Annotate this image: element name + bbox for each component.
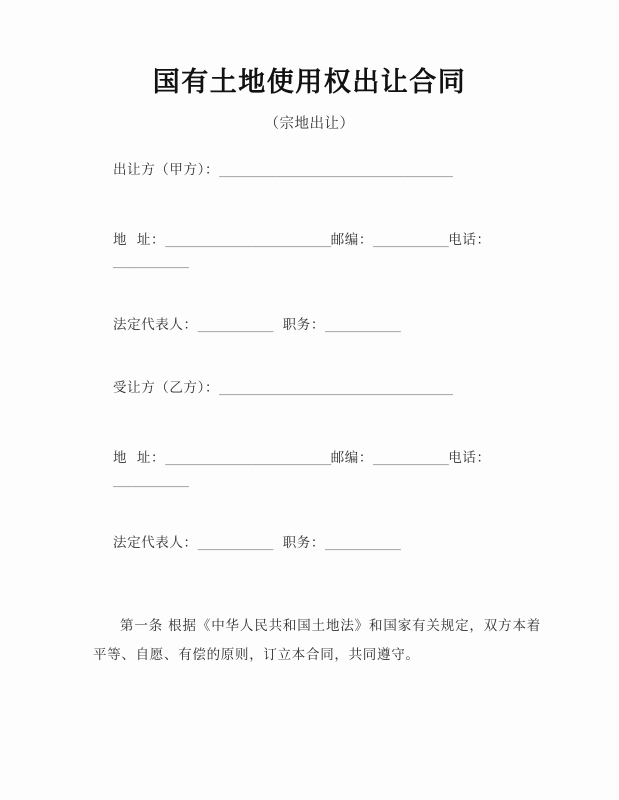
field-grantee-blank[interactable]: _______________________________ bbox=[219, 380, 453, 397]
contract-form-fields bbox=[93, 160, 545, 555]
clause-article-one-number: 第一条 bbox=[120, 618, 164, 634]
page-title: 国有土地使用权出让合同 bbox=[152, 67, 467, 98]
field-grantor-representative bbox=[93, 315, 545, 337]
field-grantee-representative bbox=[93, 533, 545, 555]
field-grantor-postcode-blank[interactable]: __________ bbox=[373, 231, 449, 248]
field-grantor-title-label: 职务： bbox=[282, 316, 325, 333]
field-grantee-postcode-label: 邮编： bbox=[330, 449, 374, 466]
field-grantor-address-label: 地 址： bbox=[113, 231, 166, 248]
clause-article-one bbox=[93, 612, 541, 670]
field-grantee bbox=[93, 378, 545, 400]
spacer bbox=[93, 400, 545, 448]
spacer bbox=[93, 273, 545, 315]
field-grantee-address-label: 地 址： bbox=[113, 449, 166, 466]
spacer bbox=[93, 491, 545, 533]
clauses-section bbox=[93, 612, 541, 670]
field-grantor-rep-label: 法定代表人： bbox=[113, 316, 198, 333]
field-grantee-phone-label: 电话： bbox=[448, 449, 491, 466]
spacer bbox=[93, 336, 545, 378]
field-grantee-address-blank[interactable]: ______________________ bbox=[165, 449, 331, 466]
page-subtitle: （宗地出让） bbox=[264, 115, 355, 132]
field-grantor-title-blank[interactable]: __________ bbox=[325, 316, 401, 333]
field-grantee-phone-blank[interactable]: __________ bbox=[113, 471, 189, 488]
field-grantor-rep-blank[interactable]: __________ bbox=[197, 316, 273, 333]
clause-article-one-text: 根据《中华人民共和国土地法》和国家有关规定，双方本着平等、自愿、有偿的原则，订立本合同，共同遵守。 bbox=[93, 618, 541, 664]
field-grantee-rep-blank[interactable]: __________ bbox=[197, 535, 273, 552]
field-grantor-phone-label: 电话： bbox=[448, 231, 491, 248]
field-grantor-blank[interactable]: _______________________________ bbox=[219, 162, 453, 178]
field-grantor bbox=[93, 160, 545, 182]
field-grantee-label: 受让方（乙方）： bbox=[113, 380, 220, 397]
field-grantor-address bbox=[93, 230, 545, 273]
field-grantee-address bbox=[93, 448, 545, 491]
field-grantee-title-label: 职务： bbox=[282, 535, 325, 552]
field-grantee-postcode-blank[interactable]: __________ bbox=[373, 449, 449, 466]
field-grantor-phone-blank[interactable]: __________ bbox=[113, 253, 189, 270]
title-block bbox=[0, 66, 619, 133]
field-grantee-title-blank[interactable]: __________ bbox=[325, 535, 401, 552]
spacer bbox=[93, 182, 545, 230]
field-grantor-address-blank[interactable]: ______________________ bbox=[165, 231, 331, 248]
field-grantor-postcode-label: 邮编： bbox=[330, 231, 374, 248]
field-grantee-rep-label: 法定代表人： bbox=[113, 535, 198, 552]
field-grantor-label: 出让方（甲方）： bbox=[113, 162, 220, 178]
